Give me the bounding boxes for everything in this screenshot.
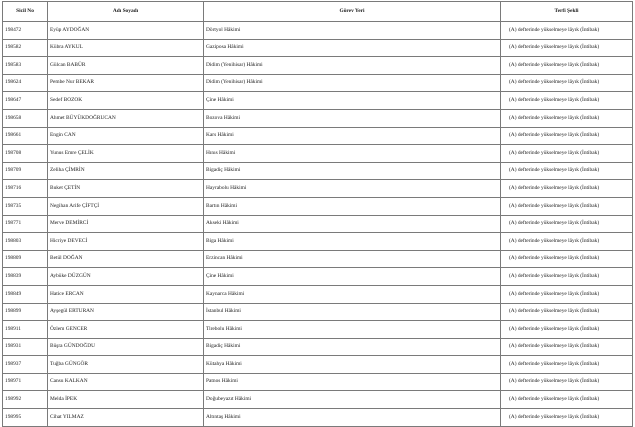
sicil-no-cell: 198971	[3, 373, 48, 391]
header-gorev-yeri: Görev Yeri	[204, 2, 501, 22]
table-row	[3, 197, 633, 215]
header-sicil-no: Sicil No	[3, 2, 48, 22]
adi-soyadi-cell: Gülcan BABÜR	[48, 57, 204, 75]
table-row	[3, 57, 633, 75]
terfi-sekli-cell: (A) defterinde yükselmeye lâyık (İntibak)	[501, 180, 633, 198]
table-row	[3, 373, 633, 391]
table-row	[3, 74, 633, 92]
terfi-sekli-cell: (A) defterinde yükselmeye lâyık (İntibak)	[501, 391, 633, 409]
gorev-yeri-cell: Bartın Hâkimi	[204, 197, 501, 215]
gorev-yeri-cell: Patnos Hâkimi	[204, 373, 501, 391]
gorev-yeri-cell: Kars Hâkimi	[204, 127, 501, 145]
terfi-sekli-cell: (A) defterinde yükselmeye lâyık (İntibak)	[501, 373, 633, 391]
terfi-sekli-cell: (A) defterinde yükselmeye lâyık (İntibak)	[501, 250, 633, 268]
sicil-no-cell: 198658	[3, 109, 48, 127]
gorev-yeri-cell: Altıntaş Hâkimi	[204, 409, 501, 427]
adi-soyadi-cell: Hatice ERCAN	[48, 285, 204, 303]
adi-soyadi-cell: Buket ÇETİN	[48, 180, 204, 198]
sicil-no-cell: 198839	[3, 268, 48, 286]
table-row	[3, 180, 633, 198]
sicil-no-cell: 198937	[3, 356, 48, 374]
adi-soyadi-cell: Merve DEMİRCİ	[48, 215, 204, 233]
table-header-row	[3, 2, 633, 22]
adi-soyadi-cell: Aybüke DÜZGÜN	[48, 268, 204, 286]
sicil-no-cell: 198582	[3, 39, 48, 57]
adi-soyadi-cell: Zeliha ÇİMRİN	[48, 162, 204, 180]
table-row	[3, 391, 633, 409]
adi-soyadi-cell: Eyüp AYDOĞAN	[48, 22, 204, 40]
adi-soyadi-cell: Pembe Nur BEKAR	[48, 74, 204, 92]
table-body	[3, 22, 633, 427]
header-adi-soyadi: Adı Soyadı	[48, 2, 204, 22]
gorev-yeri-cell: Dörtyol Hâkimi	[204, 22, 501, 40]
table-row	[3, 338, 633, 356]
sicil-no-cell: 198583	[3, 57, 48, 75]
gorev-yeri-cell: Gaziposa Hâkimi	[204, 39, 501, 57]
table-row	[3, 215, 633, 233]
terfi-sekli-cell: (A) defterinde yükselmeye lâyık (İntibak)	[501, 39, 633, 57]
sicil-no-cell: 198911	[3, 321, 48, 339]
terfi-sekli-cell: (A) defterinde yükselmeye lâyık (İntibak)	[501, 145, 633, 163]
table-row	[3, 109, 633, 127]
terfi-sekli-cell: (A) defterinde yükselmeye lâyık (İntibak)	[501, 233, 633, 251]
table-row	[3, 268, 633, 286]
terfi-sekli-cell: (A) defterinde yükselmeye lâyık (İntibak)	[501, 162, 633, 180]
table-row	[3, 356, 633, 374]
adi-soyadi-cell: Melda İPEK	[48, 391, 204, 409]
sicil-no-cell: 198472	[3, 22, 48, 40]
table-row	[3, 145, 633, 163]
adi-soyadi-cell: Büşra GÜNDOĞDU	[48, 338, 204, 356]
table-row	[3, 233, 633, 251]
terfi-sekli-cell: (A) defterinde yükselmeye lâyık (İntibak)	[501, 57, 633, 75]
sicil-no-cell: 198709	[3, 162, 48, 180]
gorev-yeri-cell: İstanbul Hâkimi	[204, 303, 501, 321]
sicil-no-cell: 198708	[3, 145, 48, 163]
adi-soyadi-cell: Cansu KALKAN	[48, 373, 204, 391]
table-row	[3, 250, 633, 268]
table-row	[3, 303, 633, 321]
sicil-no-cell: 198995	[3, 409, 48, 427]
sicil-no-cell: 198849	[3, 285, 48, 303]
sicil-no-cell: 198931	[3, 338, 48, 356]
gorev-yeri-cell: Hayrabolu Hâkimi	[204, 180, 501, 198]
terfi-sekli-cell: (A) defterinde yükselmeye lâyık (İntibak)	[501, 215, 633, 233]
terfi-sekli-cell: (A) defterinde yükselmeye lâyık (İntibak)	[501, 338, 633, 356]
gorev-yeri-cell: Didim (Yenihisar) Hâkimi	[204, 74, 501, 92]
gorev-yeri-cell: Tirebolu Hâkimi	[204, 321, 501, 339]
terfi-sekli-cell: (A) defterinde yükselmeye lâyık (İntibak)	[501, 285, 633, 303]
gorev-yeri-cell: Hınıs Hâkimi	[204, 145, 501, 163]
adi-soyadi-cell: Hicriye DEVECİ	[48, 233, 204, 251]
sicil-no-cell: 198661	[3, 127, 48, 145]
table-row	[3, 285, 633, 303]
adi-soyadi-cell: Negihan Arife ÇİFTÇİ	[48, 197, 204, 215]
terfi-sekli-cell: (A) defterinde yükselmeye lâyık (İntibak)	[501, 409, 633, 427]
table-row	[3, 22, 633, 40]
adi-soyadi-cell: Engin CAN	[48, 127, 204, 145]
sicil-no-cell: 198899	[3, 303, 48, 321]
sicil-no-cell: 198803	[3, 233, 48, 251]
table-row	[3, 92, 633, 110]
adi-soyadi-cell: Ahmet BÜYÜKDOĞRUCAN	[48, 109, 204, 127]
header-terfi-sekli: Terfi Şekli	[501, 2, 633, 22]
sicil-no-cell: 198735	[3, 197, 48, 215]
sicil-no-cell: 198771	[3, 215, 48, 233]
sicil-no-cell: 198624	[3, 74, 48, 92]
terfi-sekli-cell: (A) defterinde yükselmeye lâyık (İntibak)	[501, 74, 633, 92]
gorev-yeri-cell: Biga Hâkimi	[204, 233, 501, 251]
terfi-sekli-cell: (A) defterinde yükselmeye lâyık (İntibak)	[501, 92, 633, 110]
gorev-yeri-cell: Didim (Yenihisar) Hâkimi	[204, 57, 501, 75]
terfi-sekli-cell: (A) defterinde yükselmeye lâyık (İntibak)	[501, 268, 633, 286]
sicil-no-cell: 198992	[3, 391, 48, 409]
table-row	[3, 162, 633, 180]
adi-soyadi-cell: Cihat YILMAZ	[48, 409, 204, 427]
adi-soyadi-cell: Özlem GENCER	[48, 321, 204, 339]
adi-soyadi-cell: Sedef BOZOK	[48, 92, 204, 110]
gorev-yeri-cell: Kütahya Hâkimi	[204, 356, 501, 374]
terfi-sekli-cell: (A) defterinde yükselmeye lâyık (İntibak)	[501, 303, 633, 321]
table-row	[3, 321, 633, 339]
gorev-yeri-cell: Bigadiç Hâkimi	[204, 162, 501, 180]
table-row	[3, 409, 633, 427]
gorev-yeri-cell: Doğubeyazıt Hâkimi	[204, 391, 501, 409]
gorev-yeri-cell: Akseki Hâkimi	[204, 215, 501, 233]
gorev-yeri-cell: Bozova Hâkimi	[204, 109, 501, 127]
gorev-yeri-cell: Çine Hâkimi	[204, 268, 501, 286]
adi-soyadi-cell: Betül DOĞAN	[48, 250, 204, 268]
gorev-yeri-cell: Kaynarca Hâkimi	[204, 285, 501, 303]
terfi-sekli-cell: (A) defterinde yükselmeye lâyık (İntibak)	[501, 127, 633, 145]
adi-soyadi-cell: Yunus Emre ÇELİK	[48, 145, 204, 163]
terfi-sekli-cell: (A) defterinde yükselmeye lâyık (İntibak)	[501, 109, 633, 127]
promotion-table	[2, 1, 633, 427]
table-row	[3, 39, 633, 57]
terfi-sekli-cell: (A) defterinde yükselmeye lâyık (İntibak)	[501, 321, 633, 339]
sicil-no-cell: 198809	[3, 250, 48, 268]
adi-soyadi-cell: Kübra AYKUL	[48, 39, 204, 57]
sicil-no-cell: 198716	[3, 180, 48, 198]
adi-soyadi-cell: Tuğba GÜNGÖR	[48, 356, 204, 374]
adi-soyadi-cell: Ayşegül ERTURAN	[48, 303, 204, 321]
gorev-yeri-cell: Bigadiç Hâkimi	[204, 338, 501, 356]
terfi-sekli-cell: (A) defterinde yükselmeye lâyık (İntibak)	[501, 356, 633, 374]
sicil-no-cell: 198647	[3, 92, 48, 110]
terfi-sekli-cell: (A) defterinde yükselmeye lâyık (İntibak)	[501, 197, 633, 215]
table-row	[3, 127, 633, 145]
terfi-sekli-cell: (A) defterinde yükselmeye lâyık (İntibak)	[501, 22, 633, 40]
gorev-yeri-cell: Çine Hâkimi	[204, 92, 501, 110]
gorev-yeri-cell: Erzincan Hâkimi	[204, 250, 501, 268]
